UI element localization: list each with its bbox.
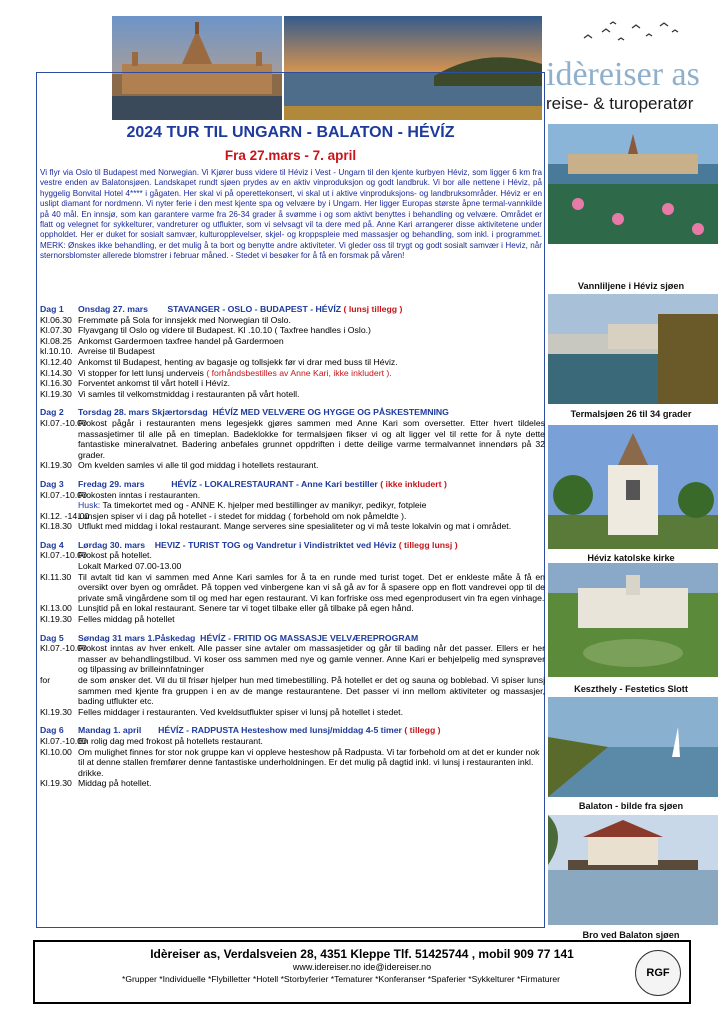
intro-paragraph: Vi flyr via Oslo til Budapest med Norwegian. Vi Kjører buss videre til Héviz i Vest - Ungarn til den kjente kurbyen Héviz, som ligger 6 km fra vestre enden av Balatonsjøen. Landskapet rundt sjøen prydes av en aktiv vinproduksjon og godt landbruk. Vi bor alle nettene i Héviz, på hyggelig Bonvital Hotel 4**** i gågaten. Her skal vi på operettekonsert, vi skal ut i aktive vinproduksjons- og landbruksområder. Héviz er en uslipt diamant for nordmenn. Vi nyter ferie i den mest kjente spa og velvære by i Ungarn. Her ligger Europas største åpne termal-vannkilde på 40 mål. En innsjø, som kan garantere varme fra 26-34 grader å svømme i og som aktivt benyttes i behandling og velvære. Området er flatt og velegnet for sykkelturer, vandreturer og utflukter, som vi selvsagt vil ta dere med på. Anne Kari arrangerer disse aktivitetene under oppholdet. Her er duket for sosialt samvær, kulturopplevelser, skjel- og kroppspleie med massasjer og behandling, som inkl. i programmet. MERK: Ønskes ikke behandling, er det mulig å ta bort og benytte andre aktiviteter. Vi gleder oss til trygt og godt sosialt samvær i Heviz, når sternorsblomster allerede blomstrer i februar måned. - Stedet vi besøker for å få en forsmak på våren! bbox=[40, 168, 542, 261]
day-heading bbox=[40, 304, 545, 315]
list-item: Kl.19.30 Om kvelden samles vi alle til god middag i hotellets restaurant. bbox=[40, 460, 319, 471]
list-item: Husk: Ta timekortet med og - ANNE K. hjelper med bestillinger av manikyr, pedikyr, fotpleie bbox=[78, 500, 427, 511]
footer-web-email[interactable]: www.idereiser.no ide@idereiser.no bbox=[292, 962, 432, 972]
list-item: Kl.07.-10.00 Frokost pågår i restauranten mens legesjekk gjøres sammen med Anne Kari som oversetter. Etter hvert tildeles massasjetimer til alle på en timeplan. Badeklokke for termalsjøen fikser vi og alt ligger vel til rette for å nyte dette fantastiske mineralvatnet. Badering anbefales grunnet oppdriften i dette deilige varme termalvannet innendørs på 32 grader. bbox=[40, 417, 545, 460]
church-photo bbox=[548, 425, 718, 549]
day-note: ( lunsj tillegg ) bbox=[343, 304, 403, 314]
day-title: STAVANGER - OSLO - BUDAPEST - HÉVÍZ bbox=[167, 304, 342, 314]
rgf-badge: RGF bbox=[635, 950, 681, 996]
list-item: Kl.16.30 Forventet ankomst til vårt hotell i Hévíz. bbox=[40, 378, 231, 389]
photo-caption: Balaton - bilde fra sjøen bbox=[578, 801, 684, 811]
list-item: Kl.19.30 Felles middager i restauranten. Ved kveldsutflukter spiser vi lunsj på hotellet i stedet. bbox=[40, 706, 403, 717]
list-item: Kl.18.30 Utflukt med middag i lokal restaurant. Mange serveres sine spesialiteter og vi må teste lokalvin og mat i området. bbox=[40, 521, 512, 532]
festetics-castle-photo bbox=[548, 563, 718, 677]
thermal-lake-photo bbox=[548, 294, 718, 404]
list-item: for de som ønsker det. Vil du til frisør hjelper hun med timebestilling. På hotellet er det og sauna og boblebad. Vi spiser lunsj sammen med kjente fra gruppen i en av de mange restaurantene. Det passer vi inn mellom aktiviteter og massasjer, bading utflukter etc. bbox=[40, 675, 545, 707]
company-logo bbox=[546, 18, 716, 118]
list-item: Kl.08.25 Ankomst Gardermoen taxfree handel på Gardermoen bbox=[40, 335, 284, 346]
balaton-lake-photo bbox=[548, 697, 718, 797]
footer-services: *Grupper *Individuelle *Flybilletter *Hotell *Storbyferier *Tematurer *Konferanser *Spaferier *Sykkelturer *Firmaturer bbox=[122, 974, 560, 984]
day-label: Dag 1 bbox=[40, 304, 64, 314]
list-item: Kl.07.-10.00 Frokost inntas av hver enkelt. Alle passer sine avtaler om massasjetider og går til bading når det passer. Ellers er her masser av behandlingstilbud. Vi koser oss sammen med nye og gamle venner. Anne Kari er behjelpelig med synsprøver og tilpassing av brilleinnfatninger bbox=[40, 643, 545, 675]
photo-caption: Héviz katolske kirke bbox=[587, 553, 675, 563]
list-item: Kl.10.00 Om mulighet finnes for stor nok gruppe kan vi oppleve hesteshow på Radpusta. Vi tar forbehold om at det er kunder nok til at denne stallen fremfører denne fantastiske underholdningen. Er det mulig på dagtid inkl. vi lunsj i restauranten inkl. drikke. bbox=[40, 746, 540, 778]
day-heading: Dag 2 Torsdag 28. mars Skjærtorsdag HÉVÍZ MED VELVÆRE OG HYGGE OG PÅSKESTEMNING bbox=[40, 407, 449, 418]
list-item: Kl.07.-10.00 Frokosten inntas i restauranten. bbox=[40, 489, 201, 500]
photo-caption: Termalsjøen 26 til 34 grader bbox=[570, 409, 692, 419]
day-heading: Dag 6 Mandag 1. april HÉVÍZ - RADPUSTA Hesteshow med lunsj/middag 4-5 timer ( tillegg ) bbox=[40, 725, 441, 736]
logo-wordmark: idèreiser as bbox=[546, 56, 700, 93]
logo-tagline: reise- & turoperatør bbox=[546, 94, 694, 113]
itinerary bbox=[40, 300, 545, 789]
list-item: Kl.07.-10.00 Frokost på hotellet. bbox=[40, 550, 152, 561]
day-date: Onsdag 27. mars bbox=[78, 304, 149, 314]
list-item: Kl.14.30 Vi stopper for lett lunsj underveis ( forhåndsbestilles av Anne Kari, ikke inkludert ). bbox=[40, 367, 392, 378]
photo-caption: Bro ved Balaton sjøen bbox=[582, 930, 680, 940]
footer-address: Idèreiser as, Verdalsveien 28, 4351 Kleppe Tlf. 51425744 , mobil 909 77 141 bbox=[150, 947, 574, 961]
water-lilies-photo bbox=[548, 124, 718, 244]
list-item: Kl.12.40 Ankomst til Budapest, henting av bagasje og tollsjekk før vi drar med buss til Héviz. bbox=[40, 356, 398, 367]
footer bbox=[33, 940, 691, 1004]
list-item: Lokalt Marked 07.00-13.00 bbox=[78, 561, 182, 572]
list-item: Kl.19.30 Felles middag på hotellet bbox=[40, 614, 175, 625]
list-item: Kl.07.30 Flyavgang til Oslo og videre til Budapest. Kl .10.10 ( Taxfree handles i Oslo.) bbox=[40, 325, 371, 336]
list-item: Kl.12. -14.00 Lunsjen spiser vi i dag på hotellet - i stedet for middag ( forbehold om nok påmeldte ). bbox=[40, 510, 407, 521]
list-item: Kl.13.00 Lunsjtid på en lokal restaurant. Senere tar vi toget tilbake eller gå tilbake på egen hånd. bbox=[40, 603, 414, 614]
list-item: Kl.19.30 Vi samles til velkomstmiddag i restauranten på vårt hotell. bbox=[40, 388, 300, 399]
day-heading: Dag 3 Fredag 29. mars HÉVÍZ - LOKALRESTAURANT - Anne Kari bestiller ( ikke inkludert ) bbox=[40, 478, 447, 489]
list-item: Kl.11.30 Til avtalt tid kan vi sammen med Anne Kari samles for å ta en runde med turist toget. Det er enkleste måte å få en oversikt over byen og området. På toppen ved vinbergene kan vi så gå av for å spasere opp en flott vandrevei opp til de private små vingårdene som til og med har egen restaurant. Vi kan forfriske oss med egenprodusert vin fra egen vinhage. bbox=[40, 571, 545, 603]
day-heading: Dag 5 Søndag 31 mars 1.Påskedag HÉVÍZ - FRITID OG MASSASJE VELVÆREPROGRAM bbox=[40, 632, 419, 643]
photo-caption: Keszthely - Festetics Slott bbox=[574, 684, 688, 694]
birds-icon bbox=[574, 18, 684, 48]
page-title: 2024 TUR TIL UNGARN - BALATON - HÉVÍZ bbox=[126, 124, 455, 141]
list-item: Kl.06.30 Fremmøte på Sola for innsjekk med Norwegian til Oslo. bbox=[40, 314, 291, 325]
list-item: Kl.07.-10.00 En rolig dag med frokost på hotellets restaurant. bbox=[40, 735, 263, 746]
list-item: kl.10.10. Avreise til Budapest bbox=[40, 346, 155, 357]
trip-dates: Fra 27.mars - 7. april bbox=[224, 148, 357, 163]
balaton-pier-photo bbox=[548, 815, 718, 925]
list-item: Kl.19.30 Middag på hotellet. bbox=[40, 778, 152, 789]
photo-caption: Vannliljene i Héviz sjøen bbox=[577, 281, 685, 291]
day-heading: Dag 4 Lørdag 30. mars HEVIZ - TURIST TOG og Vandretur i Vindistriktet ved Héviz ( tillegg lunsj ) bbox=[40, 539, 458, 550]
